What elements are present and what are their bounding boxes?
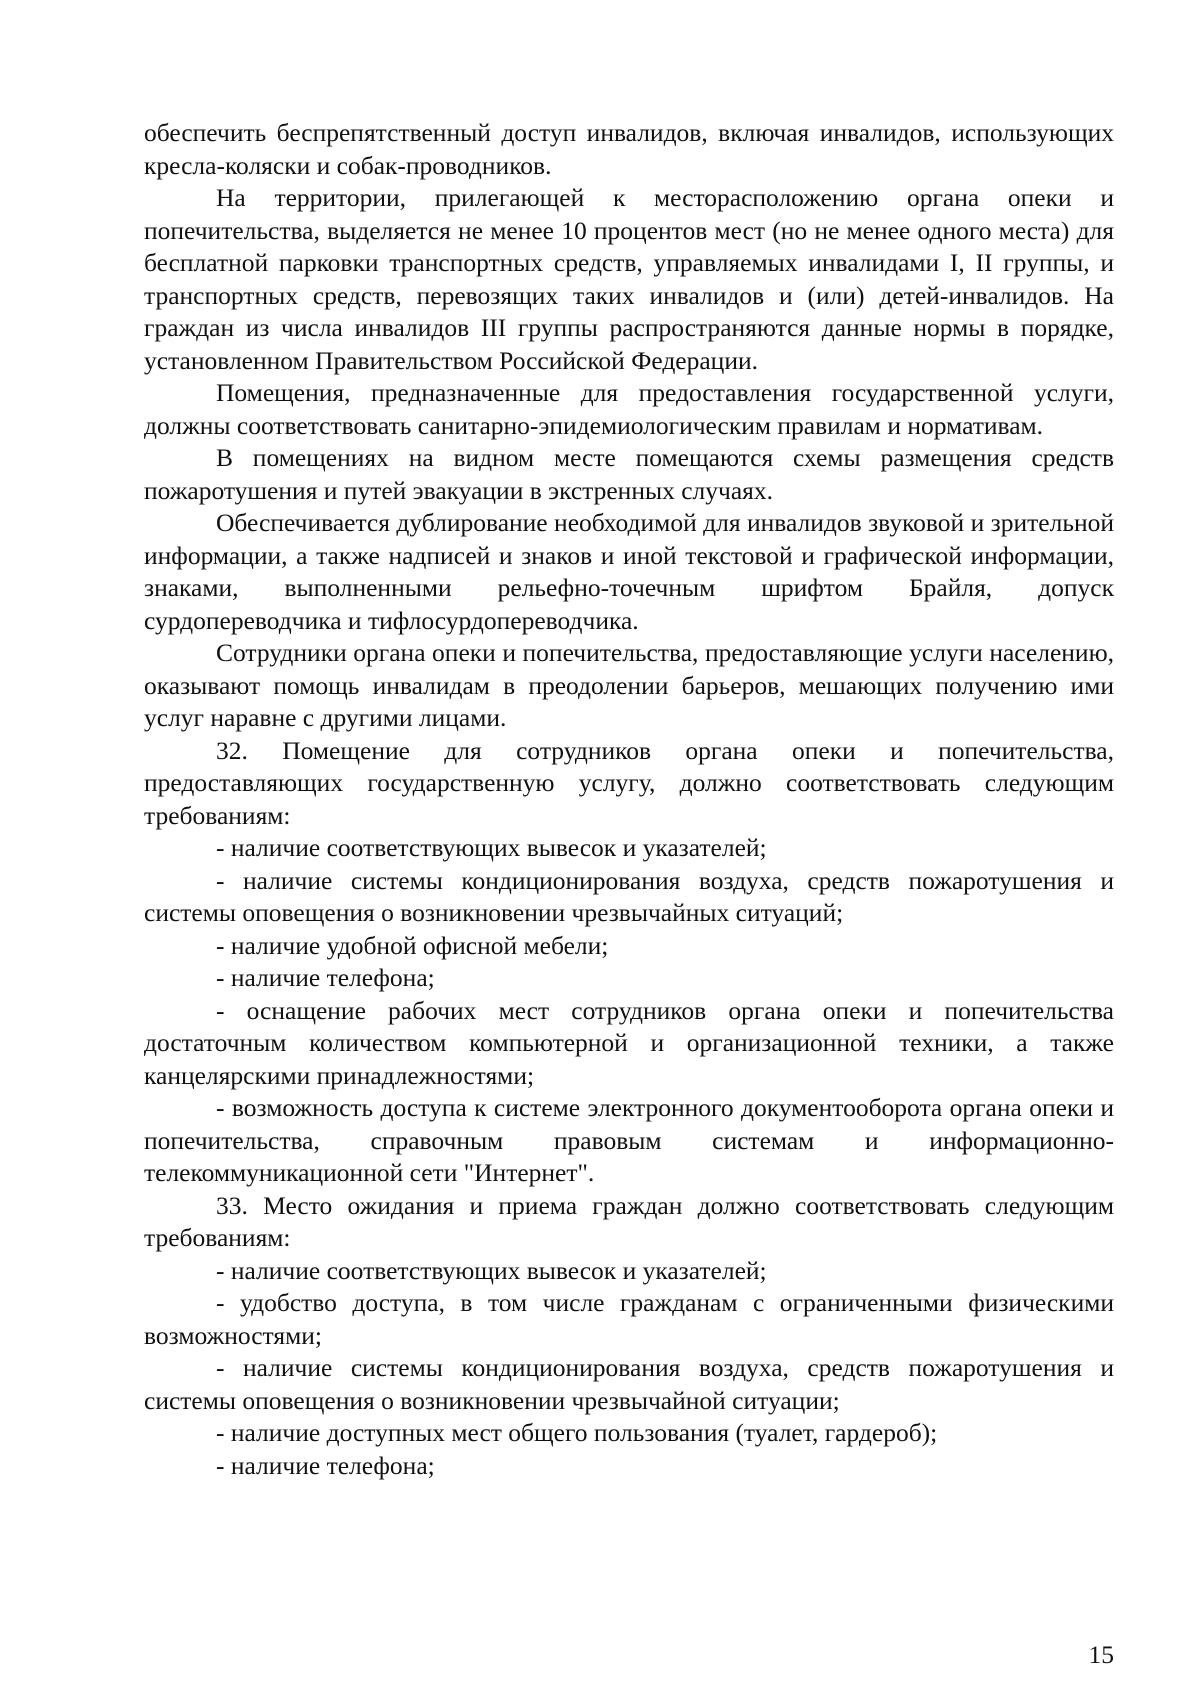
list-item: - наличие доступных мест общего пользования (туалет, гардероб);	[216, 1418, 938, 1447]
paragraph-13: 33. Место ожидания и приема граждан должно соответствовать следующим требованиям:	[144, 1190, 1114, 1252]
paragraph-1: На территории, прилегающей к месторасположению органа опеки и попечительства, выделяется не менее 10 процентов мест (но не менее одного места) для бесплатной парковки транспортных средств, управляемых инвалидами I, II группы, и транспортных средств, перевозящих таких инвалидов и (или) детей-инвалидов. На граждан из числа инвалидов III группы распространяются данные нормы в порядке, установленном Правительством Российской Федерации.	[144, 183, 1114, 375]
paragraph-0: обеспечить беспрепятственный доступ инвалидов, включая инвалидов, использующих кресла-коляски и собак-проводников.	[144, 118, 1114, 180]
list-item: - наличие удобной офисной мебели;	[216, 930, 609, 960]
document-body	[144, 117, 1114, 1482]
paragraph-6: 32. Помещение для сотрудников органа опеки и попечительства, предоставляющих государственную услугу, должно соответствовать следующим требованиям:	[144, 735, 1114, 830]
paragraph-3: В помещениях на видном месте помещаются схемы размещения средств пожаротушения и путей эвакуации в экстренных случаях.	[144, 443, 1114, 505]
list-item: - оснащение рабочих мест сотрудников органа опеки и попечительства достаточным количеством компьютерной и организационной техники, а также канцелярскими принадлежностями;	[144, 995, 1114, 1090]
list-item: - наличие системы кондиционирования воздуха, средств пожаротушения и системы оповещения о возникновении чрезвычайной ситуации;	[144, 1353, 1114, 1415]
paragraph-2: Помещения, предназначенные для предоставления государственной услуги, должны соответствовать санитарно-эпидемиологическим правилам и нормативам.	[144, 378, 1114, 440]
paragraph-5: Сотрудники органа опеки и попечительства, предоставляющие услуги населению, оказывают помощь инвалидам в преодолении барьеров, мешающих получению ими услуг наравне с другими лицами.	[144, 638, 1114, 732]
list-item: - наличие системы кондиционирования воздуха, средств пожаротушения и системы оповещения о возникновении чрезвычайных ситуаций;	[144, 865, 1114, 927]
paragraph-4: Обеспечивается дублирование необходимой для инвалидов звуковой и зрительной информации, а также надписей и знаков и иной текстовой и графической информации, знаками, выполненными рельефно-точечным шрифтом Брайля, допуск сурдопереводчика и тифлосурдопереводчика.	[144, 508, 1114, 635]
list-item: - удобство доступа, в том числе гражданам с ограниченными физическими возможностями;	[144, 1288, 1114, 1350]
list-item: - возможность доступа к системе электронного документооборота органа опеки и попечительства, справочным правовым системам и информационно-телекоммуникационной сети "Интернет".	[144, 1093, 1114, 1187]
list-item: - наличие телефона;	[216, 963, 435, 992]
list-item: - наличие соответствующих вывесок и указателей;	[216, 1255, 767, 1285]
list-item: - наличие соответствующих вывесок и указателей;	[216, 833, 767, 862]
page-number: 15	[1088, 1640, 1114, 1669]
list-item: - наличие телефона;	[216, 1450, 435, 1480]
